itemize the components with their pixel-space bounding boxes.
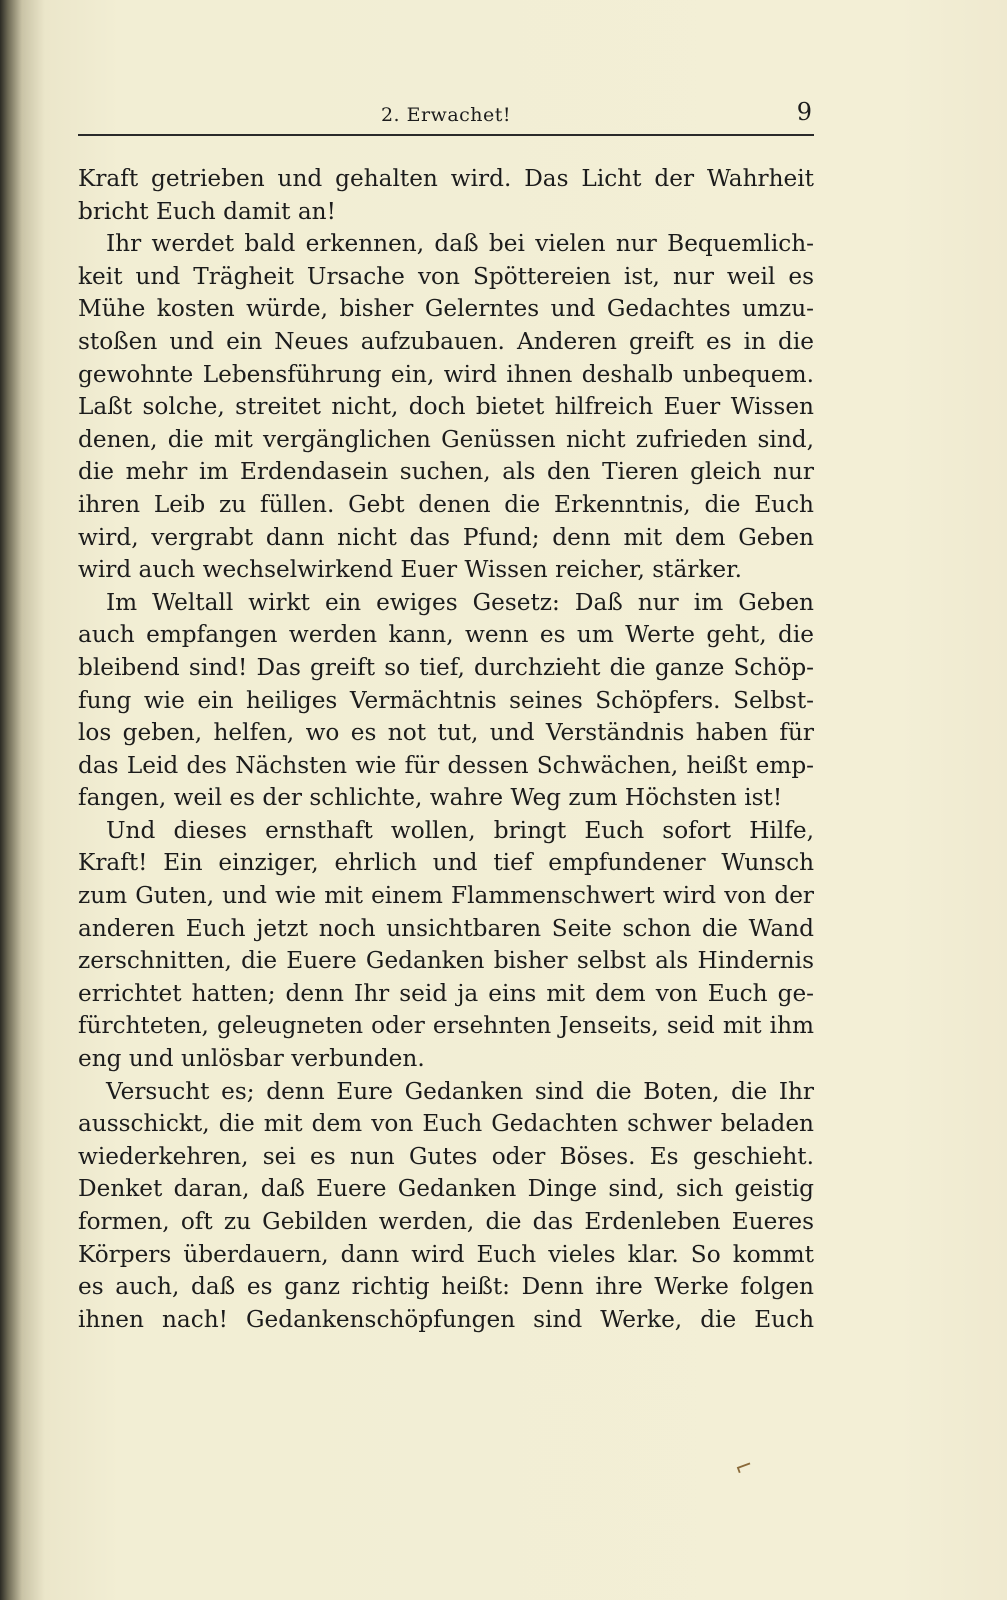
pencil-mark: ⌐	[731, 1452, 758, 1483]
text-line: gewohnte Lebensführung ein, wird ihnen deshalb unbequem.	[78, 360, 814, 388]
text-line: Versucht es; denn Eure Gedanken sind die Boten, die Ihr	[106, 1077, 814, 1105]
text-line: keit und Trägheit Ursache von Spöttereien ist, nur weil es	[78, 262, 814, 290]
text-line: Ihr werdet bald erkennen, daß bei vielen nur Bequemlich-	[106, 230, 814, 258]
text-line: fung wie ein heiliges Vermächtnis seines Schöpfers. Selbst-	[78, 686, 814, 714]
text-line: anderen Euch jetzt noch unsichtbaren Seite schon die Wand	[78, 914, 814, 942]
text-line: Im Weltall wirkt ein ewiges Gesetz: Daß nur im Geben	[106, 588, 814, 616]
text-line: stoßen und ein Neues aufzubauen. Anderen greift es in die	[78, 327, 814, 355]
text-line: die mehr im Erdendasein suchen, als den Tieren gleich nur	[78, 458, 814, 486]
text-line: zum Guten, und wie mit einem Flammenschwert wird von der	[78, 882, 814, 910]
text-line: bleibend sind! Das greift so tief, durchzieht die ganze Schöp-	[78, 653, 814, 681]
text-line: Laßt solche, streitet nicht, doch bietet hilfreich Euer Wissen	[78, 393, 814, 421]
text-line: zerschnitten, die Euere Gedanken bisher selbst als Hindernis	[78, 947, 814, 975]
body-text	[78, 163, 814, 1336]
text-line: Mühe kosten würde, bisher Gelerntes und Gedachtes umzu-	[78, 295, 814, 323]
text-line: bricht Euch damit an!	[78, 197, 336, 225]
text-line: das Leid des Nächsten wie für dessen Schwächen, heißt emp-	[78, 751, 814, 779]
text-line: denen, die mit vergänglichen Genüssen nicht zufrieden sind,	[78, 425, 814, 453]
text-line: Kraft getrieben und gehalten wird. Das Licht der Wahrheit	[78, 165, 814, 192]
text-line: eng und unlösbar verbunden.	[78, 1045, 425, 1073]
text-line: formen, oft zu Gebilden werden, die das Erdenleben Eueres	[78, 1208, 814, 1235]
text-line: wird, vergrabt dann nicht das Pfund; denn mit dem Geben	[78, 523, 814, 551]
text-line: Und dieses ernsthaft wollen, bringt Euch sofort Hilfe,	[106, 816, 814, 844]
text-line: errichtet hatten; denn Ihr seid ja eins mit dem von Euch ge-	[78, 979, 814, 1007]
text-line: Kraft! Ein einziger, ehrlich und tief empfundener Wunsch	[78, 849, 814, 877]
page-number: 9	[796, 98, 812, 126]
text-line: ausschickt, die mit dem von Euch Gedachten schwer beladen	[78, 1110, 814, 1138]
text-line: Körpers überdauern, dann wird Euch vieles klar. So kommt	[78, 1240, 814, 1268]
text-line: Denket daran, daß Euere Gedanken Dinge sind, sich geistig	[78, 1175, 814, 1203]
text-line: ihnen nach! Gedankenschöpfungen sind Werke, die Euch	[78, 1305, 814, 1333]
text-line: los geben, helfen, wo es not tut, und Verständnis haben für	[78, 719, 814, 747]
running-head: 2. Erwachet!	[380, 104, 512, 126]
text-line: fürchteten, geleugneten oder ersehnten Jenseits, seid mit ihm	[78, 1012, 814, 1040]
text-line: wird auch wechselwirkend Euer Wissen reicher, stärker.	[78, 556, 743, 584]
text-line: es auch, daß es ganz richtig heißt: Denn ihre Werke folgen	[78, 1273, 814, 1301]
text-line: auch empfangen werden kann, wenn es um Werte geht, die	[78, 621, 814, 649]
text-line: ihren Leib zu füllen. Gebt denen die Erkenntnis, die Euch	[78, 490, 814, 518]
text-line: fangen, weil es der schlichte, wahre Weg zum Höchsten ist!	[78, 784, 783, 812]
page-header	[78, 98, 814, 136]
text-line: wiederkehren, sei es nun Gutes oder Böses. Es geschieht.	[78, 1142, 814, 1170]
